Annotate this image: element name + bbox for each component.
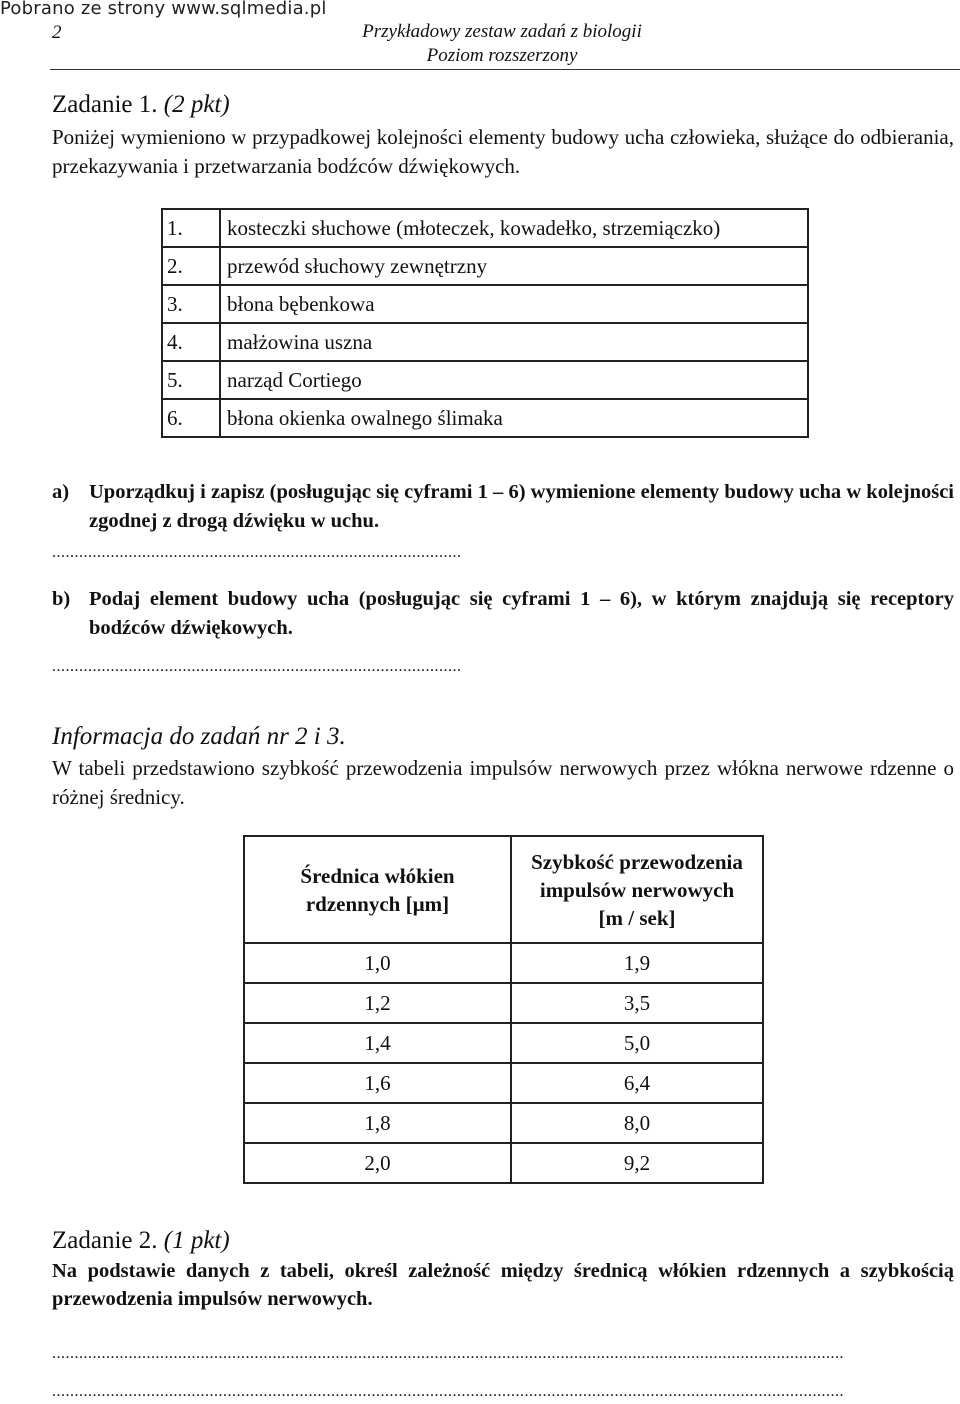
page-number: 2	[52, 22, 62, 43]
task2-heading	[52, 1227, 230, 1255]
speed-cell: 6,4	[511, 1063, 763, 1103]
table-row	[162, 399, 808, 437]
element-number: 6.	[162, 399, 220, 437]
table-row	[244, 1063, 763, 1103]
column-header-speed-line2: impulsów nerwowych	[539, 877, 735, 902]
answer-line-task2-1[interactable]: ................................................................................................................................................................................	[52, 1345, 844, 1362]
element-number: 3.	[162, 285, 220, 323]
table-row	[244, 1023, 763, 1063]
speed-cell: 3,5	[511, 983, 763, 1023]
answer-line-b[interactable]: ...........................................................................................	[52, 658, 462, 675]
table-row	[162, 285, 808, 323]
question-b-text: Podaj element budowy ucha (posługując się cyframi 1 – 6), w którym znajdują się receptory bodźców dźwiękowych.	[89, 588, 954, 639]
task2-title: Zadanie 2.	[52, 1227, 158, 1254]
info-text: W tabeli przedstawiono szybkość przewodzenia impulsów nerwowych przez włókna nerwowe rdzenne o różnej średnicy.	[52, 756, 954, 809]
table-row	[162, 361, 808, 399]
diameter-cell: 1,4	[244, 1023, 511, 1063]
table-row	[244, 1103, 763, 1143]
column-header-diameter-line1: Średnica włókien	[300, 863, 455, 888]
question-b-letter: b)	[52, 588, 71, 610]
table-row	[244, 943, 763, 983]
task1-intro: Poniżej wymieniono w przypadkowej kolejności elementy budowy ucha człowieka, służące do odbierania, przekazywania i przetwarzania bodźców dźwiękowych.	[52, 125, 954, 178]
column-header-speed-line3: [m / sek]	[598, 905, 676, 930]
element-label: narząd Cortiego	[220, 361, 808, 399]
speed-cell: 8,0	[511, 1103, 763, 1143]
task1-points: (2 pkt)	[163, 91, 230, 118]
diameter-cell: 1,0	[244, 943, 511, 983]
task1-heading	[52, 91, 230, 119]
element-number: 4.	[162, 323, 220, 361]
answer-line-task2-2[interactable]: ................................................................................................................................................................................	[52, 1383, 844, 1400]
diameter-cell: 1,6	[244, 1063, 511, 1103]
ear-elements-table	[161, 208, 809, 438]
conduction-speed-table	[243, 835, 764, 1184]
table-row	[162, 247, 808, 285]
element-number: 2.	[162, 247, 220, 285]
question-a-letter: a)	[52, 481, 70, 503]
element-label: przewód słuchowy zewnętrzny	[220, 247, 808, 285]
source-watermark: Pobrano ze strony www.sqlmedia.pl	[0, 0, 327, 19]
element-label: błona okienka owalnego ślimaka	[220, 399, 808, 437]
column-header-diameter-line2: rdzennych [µm]	[305, 891, 450, 916]
page-header	[0, 20, 960, 68]
table-row	[244, 983, 763, 1023]
element-number: 1.	[162, 209, 220, 247]
info-heading: Informacja do zadań nr 2 i 3.	[52, 723, 346, 750]
element-label: błona bębenkowa	[220, 285, 808, 323]
diameter-cell: 1,2	[244, 983, 511, 1023]
column-header-speed-line1: Szybkość przewodzenia	[531, 849, 743, 874]
element-number: 5.	[162, 361, 220, 399]
task2-text: Na podstawie danych z tabeli, określ zależność między średnicą włókien rdzennych a szybkością przewodzenia impulsów nerwowych.	[52, 1260, 954, 1310]
question-b	[52, 585, 954, 643]
question-a-text: Uporządkuj i zapisz (posługując się cyframi 1 – 6) wymienione elementy budowy ucha w kolejności zgodnej z drogą dźwięku w uchu.	[89, 481, 954, 532]
task2-points: (1 pkt)	[163, 1227, 230, 1254]
speed-cell: 5,0	[511, 1023, 763, 1063]
column-header-diameter	[244, 836, 511, 943]
table-row	[162, 209, 808, 247]
speed-cell: 1,9	[511, 943, 763, 983]
element-label: małżowina uszna	[220, 323, 808, 361]
diameter-cell: 2,0	[244, 1143, 511, 1183]
table-row	[162, 323, 808, 361]
task1-title: Zadanie 1.	[52, 91, 158, 118]
speed-cell: 9,2	[511, 1143, 763, 1183]
question-a	[52, 478, 954, 536]
table-row	[244, 1143, 763, 1183]
column-header-speed	[511, 836, 763, 943]
table-header-row	[244, 836, 763, 943]
answer-line-a[interactable]: ...........................................................................................	[52, 544, 462, 561]
element-label: kosteczki słuchowe (młoteczek, kowadełko, strzemiączko)	[220, 209, 808, 247]
diameter-cell: 1,8	[244, 1103, 511, 1143]
header-divider	[50, 69, 960, 70]
header-title: Przykładowy zestaw zadań z biologii	[362, 21, 642, 42]
header-subtitle: Poziom rozszerzony	[426, 45, 578, 66]
